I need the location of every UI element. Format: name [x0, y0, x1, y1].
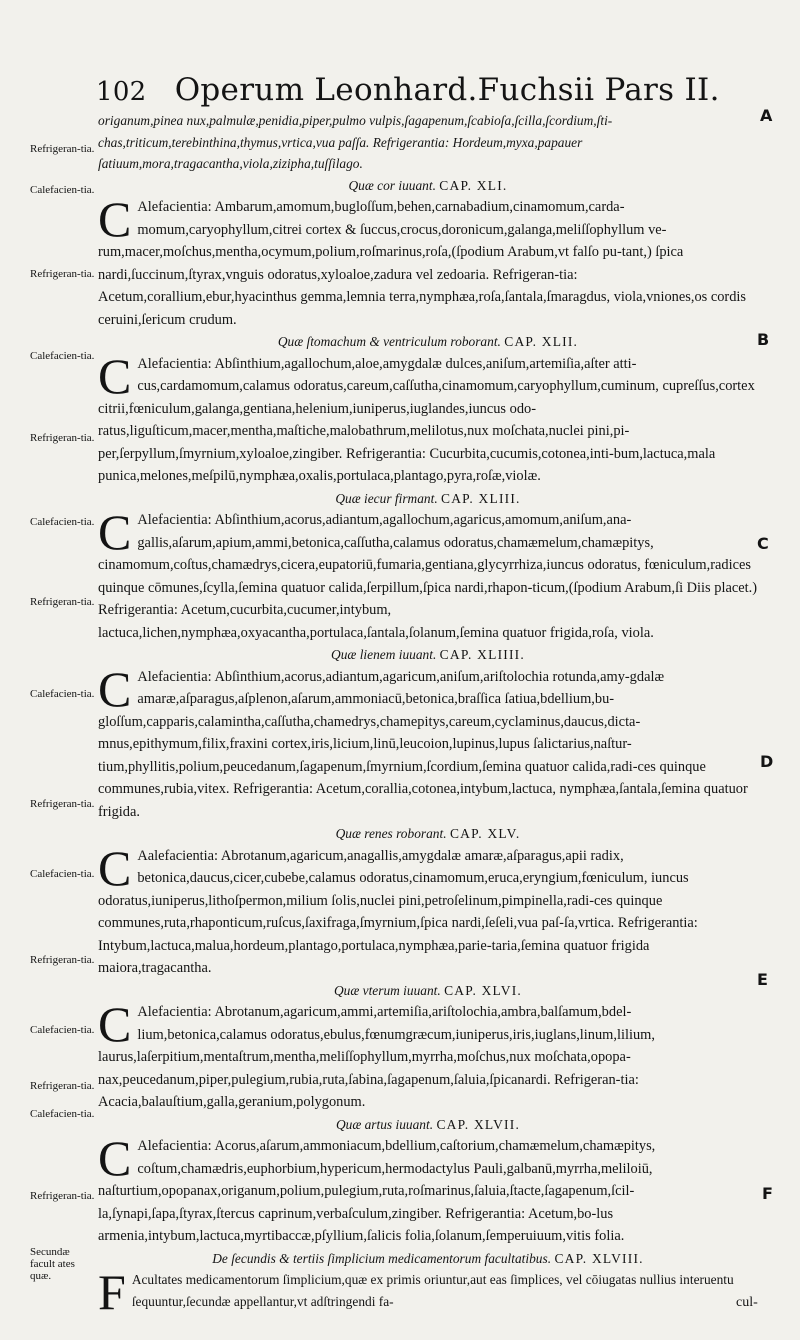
margin-letter: C [757, 534, 769, 553]
page-number: 102 [96, 77, 147, 107]
page-header [96, 72, 720, 108]
margin-letter: D [760, 752, 774, 771]
margin-note: Refrigeran-tia. [30, 432, 95, 444]
margin-note: Calefacien-tia. [30, 868, 95, 880]
margin-letter: E [757, 970, 768, 989]
section-heading: Quæ iecur firmant. CAP. XLIII. [335, 490, 521, 506]
section-paragraph: C Aalefacientia: Abrotanum,agaricum,anagallis,amygdalæ amaræ,aſparagus,apii radix, betonica,daucus,cicer,cubebe,calamus odoratus,cinamomum,eruca,eryngium,fœniculum, iuncus odoratus,iuniperus,lithoſpermon,milium ſolis,nuclei pini,petroſelinum,pimpinella,radi-ces quinque communes,ruta,rhaponticum,ruſcus,ſaxifraga,ſmyrnium,ſpica nardi,ſeſeli,vua paſ-ſa,vrtica. Refrigerantia: Intybum,lactuca,malua,hordeum,plantago,portulaca,nymphæa,parie-taria,ſemina quatuor frigida maiora,tragacantha. [98, 839, 698, 976]
margin-letter: A [760, 106, 773, 125]
section-heading: Quæ vterum iuuant. CAP. XLVI. [333, 982, 522, 998]
section-heading: Quæ ſtomachum & ventriculum roborant. CAP. XLII. [277, 334, 579, 349]
drop-cap: C [98, 504, 132, 560]
margin-note: Refrigeran-tia. [30, 954, 95, 966]
section-paragraph: C Alefacientia: Abſinthium,acorus,adiantum,agaricum,aniſum,ariſtolochia rotunda,amy-gdalæ amaræ,aſparagus,aſplenon,aſarum,ammoniacū,betonica,braſſica ſatiua,bdellium,bu-gloſſum,capparis,calamintha,caſſutha,chamedrys,chamepitys,careum,cyclaminus,daucus,dicta-mnus,epithymum,filix,fraxini cortex,iris,licium,linū,leucoion,lupinus,lupus ſalictarius,naſtur-tium,phyllitis,polium,peucedanum,ſagapenum,ſmyrnium,ſcordium,ſemina quatuor calida,radi-ces quinque communes,rubia,vitex. Refrigerantia: Acetum,corallia,cotonea,intybum,lactuca, nymphæa,ſantala,ſemina quatuor frigida. [98, 660, 748, 820]
margin-note: Refrigeran-tia. [30, 143, 95, 155]
drop-cap: C [98, 839, 132, 896]
opening-paragraph: origanum,pinea nux,palmulæ,penidia,piper,pulmo vulpis,ſagapenum,ſcabioſa,ſcilla,ſcordium,ſti-chas,triticum,terebinthina,thymus,vrtica,vua paſſa. Refrigerantia: Hordeum,myxa,papauer ſatiuum,mora,tragacantha,viola,zizipha,tuſſilago. [98, 113, 613, 171]
section-paragraph: C Alefacientia: Acorus,aſarum,ammoniacum,bdellium,caſtorium,chamæmelum,chamæpitys, coſtum,chamædris,euphorbium,hypericum,hermodactylus Pauli,galbanū,myrrha,meliloiū, naſturtium,opopanax,origanum,polium,pulegium,ruta,roſmarinus,ſaluia,ſtacte,ſagapenum,ſcil-la,ſynapi,ſapa,ſtyrax,ſtercus caprinum,verbaſculum,zingiber. Refrigerantia: Acetum,bo-lus armenia,intybum,lactuca,myrtibaccæ,pſyllium,ſalicis folia,ſolanum,ſemperuiuum,vitis folia. [98, 1130, 656, 1244]
margin-note: Calefacien-tia. [30, 516, 95, 528]
section-heading: Quæ lienem iuuant. CAP. XLIIII. [331, 647, 525, 662]
section-paragraph: F Acultates medicamentorum ſimplicium,quæ ex primis oriuntur,aut eas ſimplices, vel cōiugatas nullius interuentu ſequuntur,ſecundæ appellantur,vt adſtringendi fa- [98, 1264, 734, 1320]
margin-note: Calefacien-tia. [30, 1024, 95, 1036]
margin-note: Calefacien-tia. [30, 350, 95, 362]
section-paragraph: C Alefacientia: Ambarum,amomum,bugloſſum,behen,carnabadium,cinamomum,carda-momum,caryophyllum,citrei cortex & ſuccus,crocus,doronicum,galanga,meliſſophyllum ve-rum,macer,moſchus,mentha,ocymum,polium,roſmarinus,roſa,(ſpodium Arabum,vt falſo pu-tant,) ſpica nardi,ſuccinum,ſtyrax,vnguis odoratus,xyloaloe,zadura vel zedoaria. Refrigeran-tia: Acetum,corallium,ebur,hyacinthus gemma,lemnia terra,nymphæa,roſa,ſantala,ſmaragdus, viola,vniones,os cordis ceruini,ſericum crudum. [98, 191, 747, 328]
margin-letter: F [762, 1184, 773, 1203]
running-title: Operum Leonhard.Fuchsii Pars II. [174, 72, 720, 108]
margin-note: Calefacien-tia. [30, 184, 95, 196]
drop-cap: C [98, 660, 132, 717]
page-text [98, 110, 758, 1320]
margin-note: Refrigeran-tia. [30, 1190, 95, 1202]
section-heading: Quæ cor iuuant. CAP. XLI. [348, 177, 508, 193]
section-heading: De ſecundis & tertiis ſimplicium medicamentorum facultatibus. CAP. XLVIII. [212, 1250, 644, 1266]
margin-note: Refrigeran-tia. [30, 1080, 95, 1092]
margin-note: Refrigeran-tia. [30, 798, 95, 810]
margin-note: Calefacien-tia. [30, 688, 95, 700]
drop-cap: C [98, 996, 132, 1052]
section-heading: Quæ artus iuuant. CAP. XLVII. [335, 1116, 521, 1132]
margin-note: Calefacien-tia. [30, 1108, 95, 1120]
catchword: cul- [736, 1295, 758, 1310]
drop-cap: F [98, 1264, 126, 1320]
margin-note: Refrigeran-tia. [30, 268, 95, 280]
section-paragraph: C Alefacientia: Abrotanum,agaricum,ammi,artemiſia,ariſtolochia,ambra,balſamum,bdel-lium,betonica,calamus odoratus,ebulus,fœnumgræcum,iuniperus,iris,iuglans,linum,lilium, laurus,laſerpitium,mentaſtrum,mentha,meliſſophyllum,myrrha,moſchus,nux moſchata,opopa-nax,peucedanum,piper,pulegium,rubia,ruta,ſabina,ſagapenum,ſaluia,ſpicanardi. Refrigeran-tia: Acacia,balauſtium,galla,geranium,polygonum. [98, 996, 655, 1110]
drop-cap: C [98, 1130, 132, 1186]
section-paragraph: C Alefacientia: Abſinthium,acorus,adiantum,agallochum,agaricus,amomum,aniſum,ana-gallis,aſarum,apium,ammi,betonica,caſſutha,calamus odoratus,chamæmelum,chamæpitys, cinamomum,coſtus,chamædrys,cicera,eupatoriū,fumaria,gentiana,glycyrrhiza,iuncus odoratus, fœniculum,radices quinque cōmunes,ſcylla,ſemina quatuor calida,ſerpillum,ſpica nardi,rhapon-ticum,(ſpodium Arabum,ſi Diis placet.) Refrigerantia: Acetum,cucurbita,cucumer,intybum, lactuca,lichen,nymphæa,oxyacantha,portulaca,ſantala,ſolanum,ſemina quatuor frigida,roſa, viola. [98, 504, 757, 641]
drop-cap: C [98, 191, 132, 247]
margin-letter: B [757, 330, 770, 349]
section-paragraph: C Alefacientia: Abſinthium,agallochum,aloe,amygdalæ dulces,aniſum,artemiſia,aſter atti-cus,cardamomum,calamus odoratus,careum,caſſutha,cinamomum,caryophyllum,cuminum, cupreſſus,cortex citrii,fœniculum,galanga,gentiana,helenium,iuniperus,iuglandes,iuncus odo-ratus,liguſticum,macer,mentha,maſtiche,malobathrum,melilotus,nux moſchata,nuclei pini,pi-per,ſerpyllum,ſmyrnium,xyloaloe,zingiber. Refrigerantia: Cucurbita,cucumis,cotonea,inti-bum,lactuca,mala punica,melones,meſpilū,nymphæa,oxalis,portulaca,plantago,pyra,roſæ,violæ. [98, 347, 755, 484]
margin-note: Secundæ facult ates quæ. [30, 1246, 75, 1282]
margin-note: Refrigeran-tia. [30, 596, 95, 608]
section-heading: Quæ renes roborant. CAP. XLV. [335, 826, 521, 841]
drop-cap: C [98, 347, 132, 404]
